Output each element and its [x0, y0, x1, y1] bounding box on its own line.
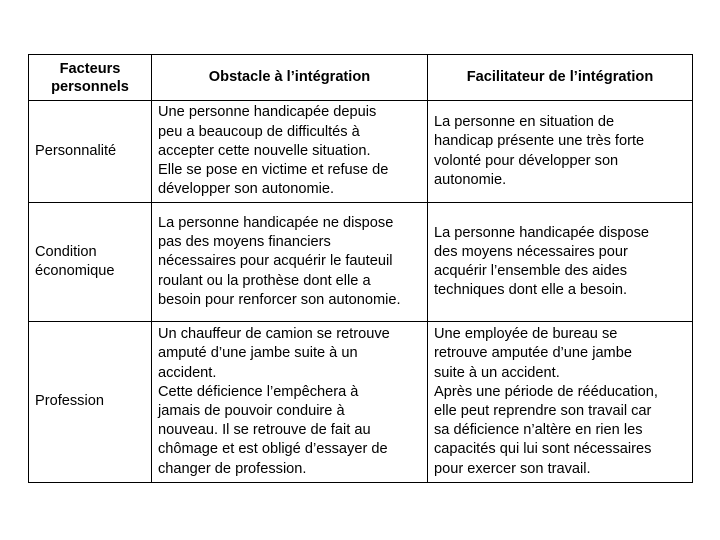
header-obstacle [152, 55, 428, 101]
row-factor-economic [29, 203, 152, 322]
factors-table [28, 54, 693, 483]
row-factor-profession [29, 322, 152, 483]
header-facilitator [428, 55, 693, 101]
obstacle-text: Un chauffeur de camion se retrouve amputé d’une jambe suite à un accident. Cette déficience l’empêchera à jamais de pouvoir conduire à nouveau. Il se retrouve de fait au chômage et est obligé d’essayer de changer de profession. [158, 326, 390, 477]
table-row [29, 203, 693, 322]
factor-label: Condition économique [35, 243, 115, 279]
factor-label: Personnalité [35, 142, 117, 159]
facilitator-text: La personne en situation de handicap présente une très forte volonté pour développer son autonomie. [434, 114, 645, 188]
row-factor-personality [29, 101, 152, 203]
header-personal-factors [29, 55, 152, 101]
row-facilitator-cell [428, 101, 693, 203]
facilitator-text: Une employée de bureau se retrouve amputée d’une jambe suite à un accident. Après une période de rééducation, elle peut reprendre son travail car sa déficience n’altère en rien les capacités qui lui sont nécessaires pour exercer son travail. [434, 326, 658, 477]
obstacle-text: Une personne handicapée depuis peu a beaucoup de difficultés à accepter cette nouvelle situation. Elle se pose en victime et refuse de développer son autonomie. [158, 104, 389, 198]
row-facilitator-cell [428, 322, 693, 483]
facilitator-text: La personne handicapée dispose des moyens nécessaires pour acquérir l’ensemble des aides techniques dont elle a besoin. [434, 224, 650, 299]
table-header-row [29, 55, 693, 101]
header-obstacle-text: Obstacle à l’intégration [208, 68, 371, 85]
obstacle-text: La personne handicapée ne dispose pas des moyens financiers nécessaires pour acquérir le fauteuil roulant ou la prothèse dont elle a besoin pour renforcer son autonomie. [158, 214, 401, 308]
row-obstacle-cell [152, 101, 428, 203]
row-facilitator-cell [428, 203, 693, 322]
table-row [29, 101, 693, 203]
row-obstacle-cell [152, 203, 428, 322]
header-facilitator-text: Facilitateur de l’intégration [466, 68, 654, 85]
row-obstacle-cell [152, 322, 428, 483]
factor-label: Profession [35, 393, 104, 410]
header-personal-factors-text: Facteurs personnels [51, 60, 129, 95]
table-row [29, 322, 693, 483]
